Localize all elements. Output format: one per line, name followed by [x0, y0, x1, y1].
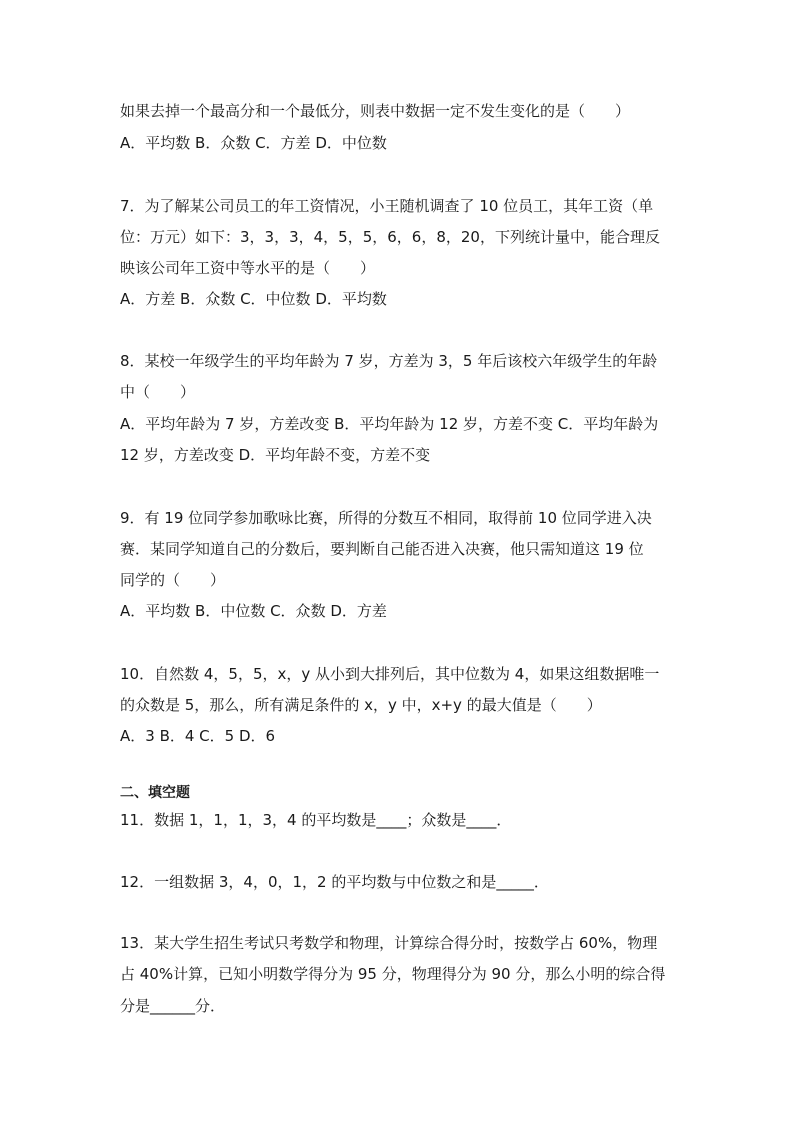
q6-line-1: 如果去掉一个最高分和一个最低分，则表中数据一定不发生变化的是（ ）: [120, 102, 631, 120]
q8-line-1: 8．某校一年级学生的平均年龄为 7 岁，方差为 3，5 年后该校六年级学生的年龄: [120, 352, 658, 370]
q6-options: A．平均数 B．众数 C．方差 D．中位数: [120, 134, 387, 152]
q9-line-3: 同学的（ ）: [120, 571, 226, 589]
q13-line-1: 13．某大学生招生考试只考数学和物理，计算综合得分时，按数学占 60%，物理: [120, 934, 658, 952]
q9-line-2: 赛．某同学知道自己的分数后，要判断自己能否进入决赛，他只需知道这 19 位: [120, 540, 644, 558]
q7-line-2: 位：万元）如下：3，3，3，4，5，5，6，6，8，20，下列统计量中，能合理反: [120, 228, 660, 246]
q10-line-1: 10．自然数 4，5，5，x，y 从小到大排列后，其中位数为 4，如果这组数据唯一: [120, 665, 660, 683]
q13-line-3: 分是______分．: [120, 997, 226, 1015]
q10-options: A．3 B．4 C．5 D．6: [120, 727, 276, 745]
q12-line-1: 12．一组数据 3，4，0，1，2 的平均数与中位数之和是_____．: [120, 873, 549, 891]
q7-options: A．方差 B．众数 C．中位数 D．平均数: [120, 290, 387, 308]
q13-line-2: 占 40%计算，已知小明数学得分为 95 分，物理得分为 90 分，那么小明的综合得: [120, 965, 666, 983]
q7-line-1: 7．为了解某公司员工的年工资情况，小王随机调查了 10 位员工，其年工资（单: [120, 197, 654, 215]
q8-options-line-2: 12 岁，方差改变 D．平均年龄不变，方差不变: [120, 446, 431, 464]
q8-line-2: 中（ ）: [120, 383, 196, 401]
q10-line-2: 的众数是 5，那么，所有满足条件的 x，y 中，x+y 的最大值是（ ）: [120, 696, 602, 714]
q7-line-3: 映该公司年工资中等水平的是（ ）: [120, 259, 376, 277]
q9-line-1: 9．有 19 位同学参加歌咏比赛，所得的分数互不相同，取得前 10 位同学进入决: [120, 509, 652, 527]
section-title-fill-in: 二、填空题: [120, 785, 190, 801]
q11-line-1: 11．数据 1，1，1，3，4 的平均数是____；众数是____．: [120, 811, 512, 829]
q9-options: A．平均数 B．中位数 C．众数 D．方差: [120, 602, 387, 620]
q8-options-line-1: A．平均年龄为 7 岁，方差改变 B．平均年龄为 12 岁，方差不变 C．平均年龄为: [120, 415, 659, 433]
